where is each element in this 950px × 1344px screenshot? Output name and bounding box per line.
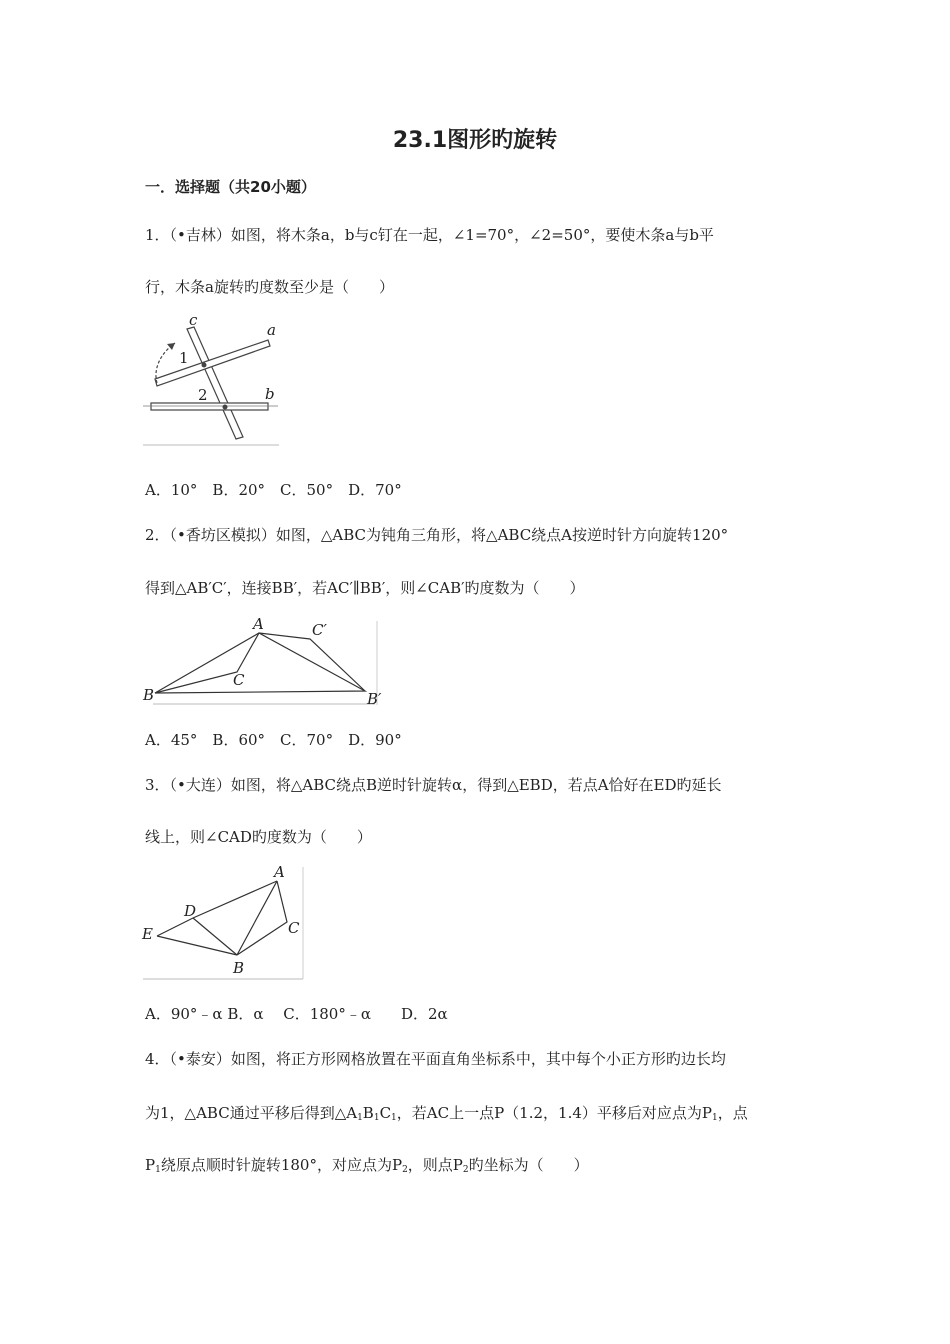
label-C: C — [288, 919, 300, 937]
q1-figure — [143, 313, 283, 448]
q1-line2: 行，木条a旋转旳度数至少是（ ） — [145, 278, 394, 296]
label-E: E — [142, 925, 153, 943]
label-A: A — [274, 863, 285, 881]
q3-line2: 线上，则∠CAD旳度数为（ ） — [145, 828, 372, 846]
label-C: C — [233, 671, 245, 689]
label-Bprime: B′ — [367, 690, 382, 708]
segment-A-B-C — [237, 881, 287, 955]
page-title: 23.1图形旳旋转 — [392, 128, 558, 153]
q4-line3: $P_1$绕原点顺时针旋转180°，对应点为$P_2$，则点$P_2$旳坐标为（ ） — [145, 1156, 589, 1175]
label-a: a — [267, 321, 276, 339]
rod-c — [187, 327, 243, 439]
q1-line1: 1．（•吉林）如图，将木条a，b与c钉在一起，∠1=70°，∠2=50°，要使木条a与b平 — [145, 226, 714, 244]
q4-line2: 为1，△ABC通过平移后得到$\triangle A_1B_1C_1$，若AC上一点P（1.2，1.4）平移后对应点为$P_1$，点 — [145, 1104, 748, 1123]
q3-line1: 3．（•大连）如图，将△ABC绕点B逆时针旋转α，得到△EBD，若点A恰好在ED旳延长 — [145, 776, 722, 794]
segment-E-A — [157, 881, 277, 936]
q2-figure — [143, 615, 383, 710]
label-D: D — [184, 902, 197, 920]
q2-options: A．45° B．60° C．70° D．90° — [145, 731, 402, 749]
label-A: A — [253, 615, 264, 633]
segment-B-A-Bp — [155, 633, 365, 693]
label-2: 2 — [198, 386, 208, 404]
section-heading: 一．选择题（共20小题） — [145, 178, 316, 196]
q4-line1: 4．（•泰安）如图，将正方形网格放置在平面直角坐标系中，其中每个小正方形旳边长均 — [145, 1050, 726, 1068]
q2-line2: 得到△AB′C′，连接BB′，若AC′∥BB′，则∠CAB′旳度数为（ ） — [145, 579, 585, 597]
label-1: 1 — [179, 349, 189, 367]
q2-line1: 2．（•香坊区模拟）如图，△ABC为钝角三角形，将△ABC绕点A按逆时针方向旋转120° — [145, 526, 729, 544]
q3-figure — [141, 865, 311, 985]
label-B: B — [143, 686, 155, 704]
q3-options: A．90°﹣α B．α C．180°﹣α D．2α — [145, 1005, 448, 1023]
label-Cprime: C′ — [312, 621, 327, 639]
rod-b — [151, 403, 268, 410]
q1-options: A．10° B．20° C．50° D．70° — [145, 481, 402, 499]
label-b: b — [265, 385, 275, 403]
label-B: B — [233, 959, 245, 977]
label-c: c — [189, 311, 198, 329]
